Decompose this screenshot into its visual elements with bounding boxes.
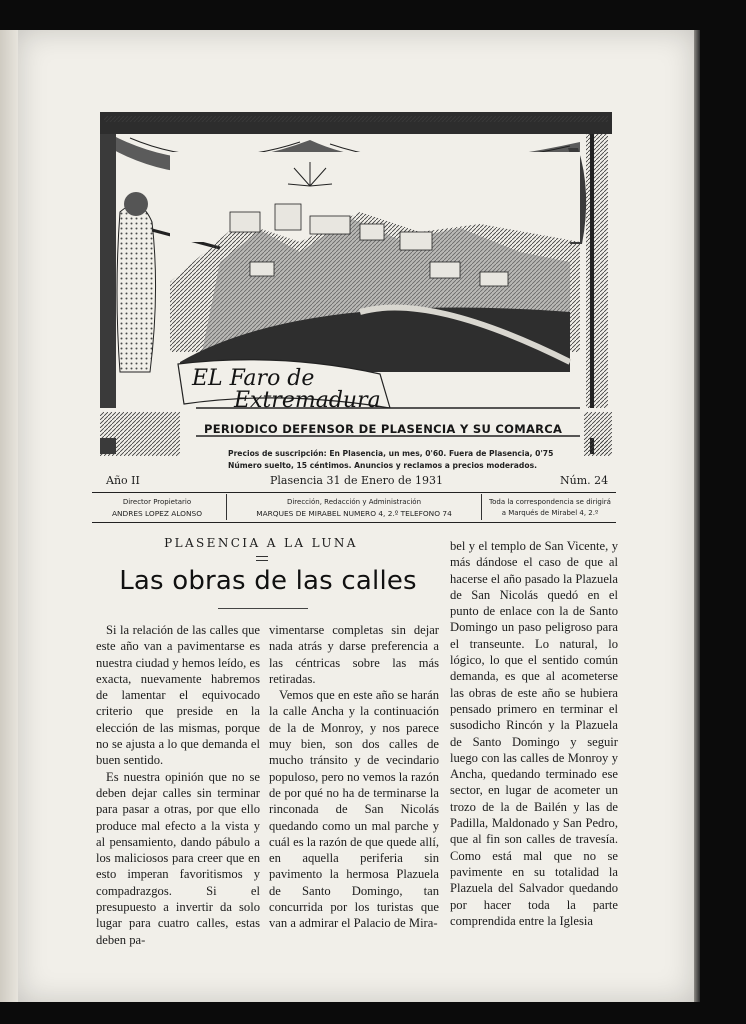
issue-year: Año II bbox=[106, 474, 140, 487]
paragraph: Es nuestra opinión que no se deben dejar calles sin terminar para pasar a otras, por que ello produce mal efecto a la vista y al pensamiento, dando pábulo a los maliciosos para creer que en esto imperan favoritismos y compadrazgos. Si el presupuesto a invertir da solo lugar para cuatro calles, estas deben pa- bbox=[96, 769, 260, 947]
paragraph: vimentarse completas sin dejar nada atrás y darse preferencia a las céntricas sobre las más retiradas. bbox=[269, 623, 439, 686]
newspaper-title bbox=[192, 368, 392, 412]
issue-date: Plasencia 31 de Enero de 1931 bbox=[270, 474, 444, 487]
title-line-1: EL Faro de bbox=[192, 366, 315, 391]
prices-line-1: Precios de suscripción: En Plasencia, un mes, 0'60. Fuera de Plasencia, 0'75 bbox=[228, 449, 554, 458]
administration-address: MARQUES DE MIRABEL NUMERO 4, 2.º TELEFONO 74 bbox=[256, 509, 452, 518]
title-line-2: Extremadura bbox=[234, 388, 381, 413]
page-edge bbox=[694, 30, 700, 1002]
paragraph: Vemos que en este año se harán la calle Ancha y la continuación de la de Monroy, y nos parece muy bien, son dos calles de mucho tránsito y de vecindario populoso, pero no vemos la razón de por qué no ha de terminarse la rinconada de San Nicolás quedando como un mal parche y cuál es la razón de que quede allí, en aquella periferia sin pavimento la hermosa Plazuela de Santo Domingo, tan concurrida por los turistas que van a admirar el Palacio de Mira- bbox=[269, 688, 439, 931]
title-ornament bbox=[218, 608, 308, 609]
issue-number: Núm. 24 bbox=[560, 474, 609, 487]
subscription-prices bbox=[228, 448, 608, 472]
correspondence-line-2: a Marqués de Mirabel 4, 2.º bbox=[501, 509, 599, 517]
article-column-3 bbox=[450, 538, 618, 929]
correspondence-block bbox=[484, 497, 616, 519]
director-name: ANDRES LOPEZ ALONSO bbox=[111, 509, 203, 518]
section-ornament bbox=[256, 556, 268, 561]
administration-block bbox=[226, 494, 482, 520]
paragraph: Si la relación de las calles que este año van a pavimentarse es nuestra ciudad y hemos leído, es exacta, nuevamente habremos de lamentar el equivocado criterio que preside en la elección de las mismas, porque no se ajusta a lo que demanda el buen sentido. bbox=[96, 623, 260, 768]
administration-label: Dirección, Redacción y Administración bbox=[286, 498, 422, 506]
masthead bbox=[100, 112, 612, 470]
director-label: Director Propietario bbox=[122, 498, 192, 506]
article-column-2 bbox=[269, 622, 439, 932]
paragraph: bel y el templo de San Vicente, y más dándose el caso de que al hacerse el año pasado la Plazuela de San Nicolás quedó en el punto de enlace con la de Santo Domingo un paso peligroso para el transeunte. Lo natural, lo lógico, lo que el sentido común demanda, es que al acometerse las obras de este año se hubiera pensado primero en terminar el susodicho Rincón y la Plazuela de Santo Domingo y seguir luego con las calles de Monroy y Ancha, quedando terminado ese sector, en lugar de acometer un trozo de la de Bailén y las de Padilla, Maldonado y San Pedro, que al fin son calles de travesía. Como está mal que no se pavimente en su totalidad la Plazuela del Salvador quedando por hacer toda la parte comprendida entre la Iglesia bbox=[450, 539, 618, 928]
credits-box bbox=[92, 494, 616, 523]
section-heading: PLASENCIA A LA LUNA bbox=[164, 536, 358, 550]
article-column-1 bbox=[96, 622, 260, 948]
newspaper-subtitle: PERIODICO DEFENSOR DE PLASENCIA Y SU COMARCA bbox=[204, 422, 563, 436]
article-title: Las obras de las calles bbox=[119, 566, 417, 596]
correspondence-line-1: Toda la correspondencia se dirigirá bbox=[489, 498, 611, 506]
header-rule bbox=[92, 492, 616, 493]
prices-line-2: Número suelto, 15 céntimos. Anuncios y reclamos a precios moderados. bbox=[228, 461, 537, 470]
director-block bbox=[92, 497, 222, 519]
